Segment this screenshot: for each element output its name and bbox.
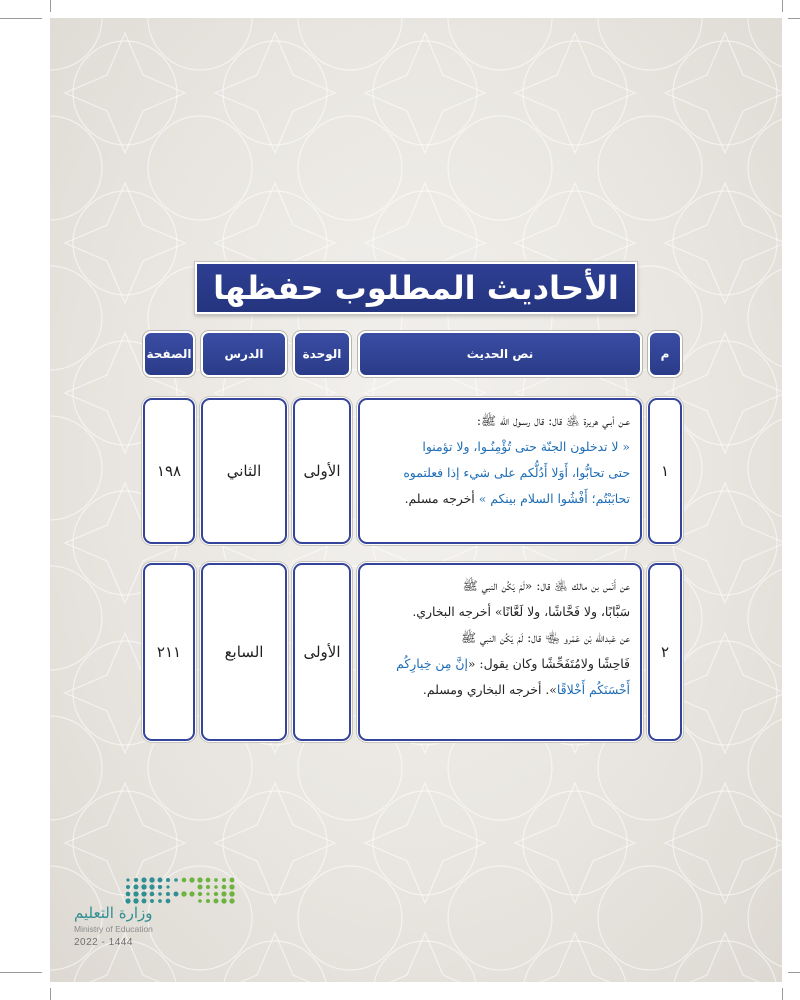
hadith-quote: إنَّ مِن خِيارِكُم [396, 656, 468, 671]
header-hadith-text: نص الحديث [358, 331, 642, 377]
logo-dot [158, 878, 163, 883]
logo-dot [229, 891, 234, 896]
logo-dot [150, 899, 154, 903]
logo-dot [141, 884, 146, 889]
page-number-cell: ١٩٨ [143, 398, 195, 544]
logo-dot [222, 885, 227, 890]
ministry-name-arabic: وزارة التعليم [74, 904, 153, 922]
hadith-quote: « لا تدخلون الجنّة حتى تُؤْمِنُـوا، ولا تؤمنوا [422, 439, 630, 454]
unit-cell: الأولى [293, 563, 351, 741]
hadith-quote: تحابَبْتُم؛ أَفْشُوا السلام بينكم » [478, 491, 630, 506]
edition-year: 2022 - 1444 [74, 937, 133, 948]
logo-dot [158, 885, 162, 889]
logo-dot [125, 898, 130, 903]
logo-dot [230, 878, 235, 883]
logo-dot [126, 892, 131, 897]
logo-dot [126, 878, 129, 881]
ministry-name-english: Ministry of Education [74, 924, 153, 934]
crop-mark [0, 972, 42, 973]
logo-dot [214, 892, 218, 896]
logo-dot [206, 878, 211, 883]
logo-dot [142, 899, 147, 904]
logo-dot [229, 898, 234, 903]
hadith-narration: أخرجه مسلم. [404, 491, 479, 506]
logo-dot [166, 885, 169, 888]
logo-dot [189, 877, 194, 882]
hadith-line [368, 625, 630, 651]
logo-dot [214, 885, 218, 889]
lesson-cell: الثاني [201, 398, 287, 544]
hadith-quote: أَحْسَنَكُم أَخْلاقًا [556, 682, 630, 697]
header-page: الصفحة [143, 331, 195, 377]
page-number-cell: ٢١١ [143, 563, 195, 741]
logo-dot [189, 891, 194, 896]
page-title: الأحاديث المطلوب حفظها [195, 262, 637, 314]
logo-dot [181, 891, 186, 896]
crop-mark [50, 988, 51, 1000]
logo-dot [174, 878, 178, 882]
hadith-narration: عن عَبدالله بْن عَمْرو ﵄ قال: لَمْ يَكُن النبي ﷺ [461, 630, 630, 645]
logo-dot [133, 891, 138, 896]
logo-dot [214, 878, 218, 882]
logo-dot [134, 878, 138, 882]
hadith-narration: عن أَنَس بن مالك ﵁ قال: «لَمْ يَكُن النبي ﷺ [462, 578, 630, 593]
logo-dot [126, 885, 130, 889]
logo-dot [206, 899, 210, 903]
logo-dot [166, 892, 170, 896]
logo-dot [198, 899, 202, 903]
header-number: م [648, 331, 682, 377]
logo-dot [166, 878, 170, 882]
crop-mark [50, 0, 51, 12]
crop-mark [788, 972, 800, 973]
hadith-narration: فَاحِشًا ولامُتَفَحِّشًا وكان يقول: « [467, 656, 630, 671]
logo-dot [221, 898, 226, 903]
hadith-line [368, 573, 630, 599]
lesson-cell: السابع [201, 563, 287, 741]
hadith-line [368, 651, 630, 677]
logo-dot [158, 899, 162, 903]
hadith-line [368, 460, 630, 486]
logo-dot [197, 877, 202, 882]
logo-dot [198, 885, 203, 890]
crop-mark [782, 988, 783, 1000]
hadith-line [368, 486, 630, 512]
row-number: ١ [648, 398, 682, 544]
hadith-narration: ». أخرجه البخاري ومسلم. [422, 682, 557, 697]
logo-dot [174, 892, 179, 897]
hadith-text-cell [358, 398, 642, 544]
header-lesson: الدرس [201, 331, 287, 377]
logo-dot [222, 878, 226, 882]
logo-dot [149, 877, 154, 882]
logo-dot [150, 892, 155, 897]
logo-dot [229, 884, 234, 889]
book-page [50, 18, 782, 982]
logo-dot [198, 892, 202, 896]
logo-dot [166, 899, 171, 904]
logo-dot [206, 892, 209, 895]
header-unit: الوحدة [293, 331, 351, 377]
hadith-quote: حتى تحابُّوا، أَوَلا أَدُلُّكم على شيء إذا فعلتموه [403, 465, 630, 480]
logo-dot [141, 877, 146, 882]
logo-dot [133, 898, 138, 903]
hadith-text-cell [358, 563, 642, 741]
crop-mark [788, 18, 800, 19]
unit-cell: الأولى [293, 398, 351, 544]
logo-dot [158, 892, 162, 896]
logo-dot [149, 884, 154, 889]
row-number: ٢ [648, 563, 682, 741]
logo-dot [134, 885, 139, 890]
logo-dot [221, 891, 226, 896]
logo-dot [206, 885, 210, 889]
logo-dot [214, 899, 219, 904]
logo-dot [141, 891, 146, 896]
crop-mark [782, 0, 783, 12]
hadith-line [368, 434, 630, 460]
crop-mark [0, 18, 42, 19]
hadith-line [368, 599, 630, 625]
hadith-line [368, 408, 630, 434]
hadith-narration: عـن أبـي هريرة ﵁ قال: قال رسـول الله ﷺ: [476, 413, 630, 428]
logo-dot [182, 878, 187, 883]
hadith-line [368, 677, 630, 703]
hadith-narration: سَبَّابًا، ولا فَحَّاشًا، ولا لَعَّانًا» أخرجه البخاري. [412, 604, 630, 619]
